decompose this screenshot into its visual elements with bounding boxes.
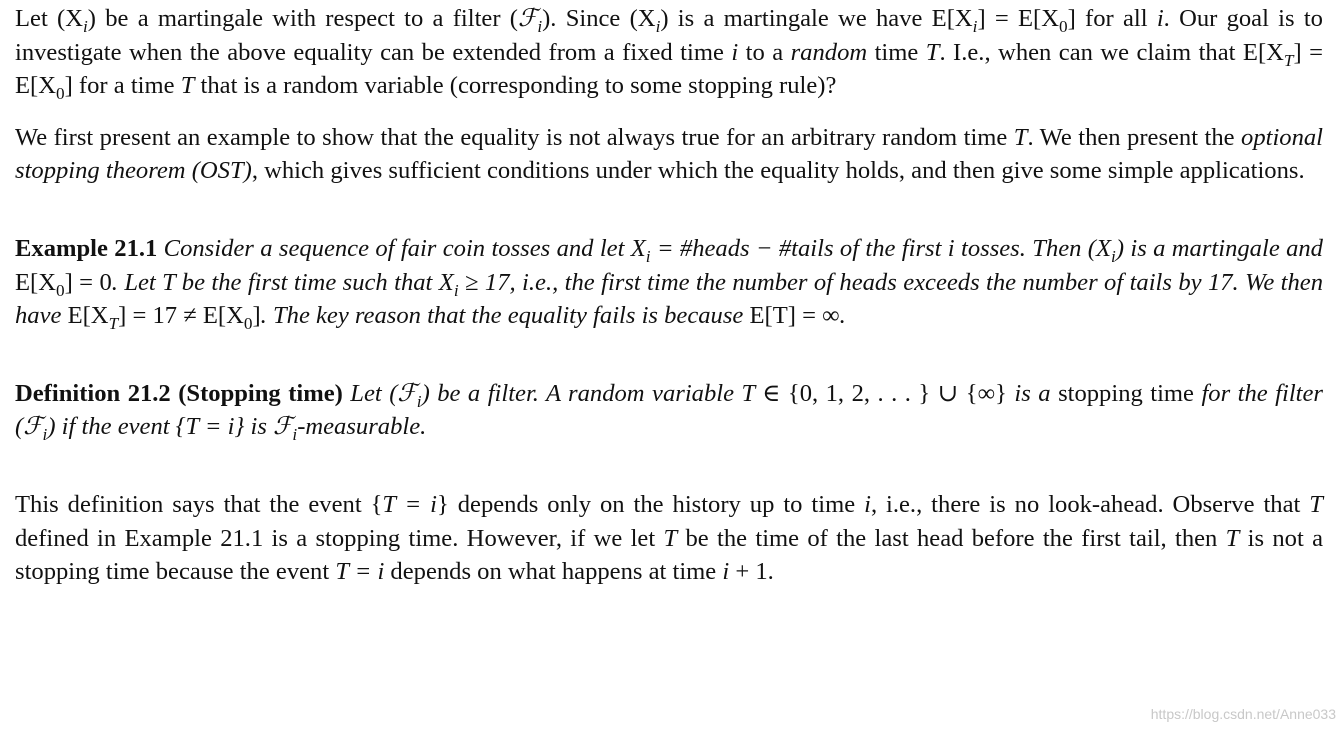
overview-paragraph (15, 121, 1323, 188)
text: ) is a martingale and (1115, 234, 1323, 262)
math-var: T (1225, 524, 1240, 552)
text: is not a stopping time because the event (15, 524, 1323, 586)
text: to a (738, 38, 791, 66)
text: + 1. (729, 558, 774, 586)
text: ) is a martingale we have E[X (660, 5, 973, 32)
math-var: T (1309, 490, 1323, 518)
math-expr: ] = 17 ≠ E[X (118, 302, 244, 330)
text: . The key reason that the equality fails is because (260, 302, 750, 330)
explanation-paragraph (15, 488, 1323, 589)
math-var: i (1156, 5, 1164, 32)
emphasis: random (790, 38, 868, 66)
math-set: {0, 1, 2, . . . } ∪ {∞} (787, 379, 1007, 407)
filter-symbol: ℱ (23, 413, 43, 441)
example-label: Example 21.1 (15, 234, 158, 262)
text: . (839, 302, 846, 330)
math-var: T (925, 38, 940, 66)
math-expr: T = i (382, 490, 437, 518)
text: , which gives sufficient conditions under which the equality holds, and then give some simple applications. (251, 157, 1305, 185)
subscript: 0 (55, 84, 65, 104)
math-expr: T = i (335, 558, 385, 586)
text: ≥ 17, i.e., the first time the number of heads exceeds the number of tails by 17. We then have (15, 268, 1324, 330)
definition-block (15, 377, 1323, 444)
text: ] for a time (64, 72, 181, 100)
text: } depends only on the history up to time (437, 490, 865, 518)
subscript: i (416, 391, 422, 411)
math-expr: E[X (15, 268, 56, 296)
text: , i.e., there is no look-ahead. Observe that (870, 490, 1310, 518)
text: . I.e., when can we claim that E[X (939, 38, 1284, 66)
watermark: https://blog.csdn.net/Anne033 (1150, 706, 1336, 722)
text: for the filter ( (15, 379, 1323, 441)
subscript: 0 (55, 280, 65, 300)
example-block (15, 232, 1323, 333)
text: . We then present the (1027, 123, 1242, 151)
text: Consider a sequence of fair coin tosses and let X (157, 234, 646, 262)
subscript: i (645, 246, 651, 266)
text: is a (1006, 379, 1059, 407)
text: . Let T be the first time such that X (111, 268, 454, 296)
emphasis: optional stopping theorem (OST) (15, 123, 1323, 185)
filter-symbol: ℱ (517, 5, 538, 32)
text: that is a random variable (corresponding to some stopping rule)? (194, 72, 837, 100)
subscript: i (292, 425, 298, 445)
text: time (867, 38, 926, 66)
document-page (15, 2, 1323, 589)
filter-symbol: ℱ (397, 379, 417, 407)
subscript: i (972, 16, 978, 36)
definition-label: Definition 21.2 (Stopping time) (15, 379, 343, 407)
defined-term: stopping time (1058, 379, 1194, 407)
math-var: T (1013, 123, 1028, 151)
text: ) be a martingale with respect to a filter ( (87, 5, 518, 32)
math-expr: ] (252, 302, 261, 330)
text: defined in Example 21.1 is a stopping time. However, if we let (15, 524, 664, 552)
text: ) be a filter. A random variable T ∈ (421, 379, 788, 407)
text: ] = E[X (15, 38, 1323, 100)
math-var: T (663, 524, 678, 552)
subscript: 0 (243, 314, 253, 334)
text: ) if the event {T = i} is (47, 413, 274, 441)
math-expr: ] = 0 (64, 268, 112, 296)
text: ). Since (X (542, 5, 656, 32)
math-var: i (722, 558, 730, 586)
intro-paragraph (15, 2, 1323, 103)
text: Let (X (15, 5, 83, 32)
text: -measurable. (297, 413, 427, 441)
math-expr: E[T] = ∞ (749, 302, 840, 330)
text: We first present an example to show that the equality is not always true for an arbitrary random time (15, 123, 1014, 151)
subscript: i (42, 425, 48, 445)
math-var: T (180, 72, 195, 100)
subscript: T (108, 314, 119, 334)
subscript: i (82, 16, 88, 36)
math-var: i (864, 490, 871, 518)
text: ] = E[X (977, 5, 1059, 32)
subscript: i (655, 16, 661, 36)
math-var: i (731, 38, 739, 66)
subscript: 0 (1059, 16, 1068, 36)
subscript: i (537, 16, 543, 36)
subscript: i (1111, 246, 1116, 266)
text: depends on what happens at time (384, 558, 723, 586)
filter-symbol: ℱ (273, 413, 293, 441)
math-expr: E[X (67, 302, 109, 330)
text: = #heads − #tails of the first i tosses. Then (X (650, 234, 1112, 262)
text: . Our goal is to investigate when the above equality can be extended from a fixed time (15, 5, 1323, 66)
text: be the time of the last head before the first tail, then (677, 524, 1226, 552)
text: ] for all (1067, 5, 1157, 32)
subscript: T (1283, 50, 1294, 70)
text: Let ( (342, 379, 398, 407)
subscript: i (453, 280, 459, 300)
text: This definition says that the event { (15, 490, 383, 518)
